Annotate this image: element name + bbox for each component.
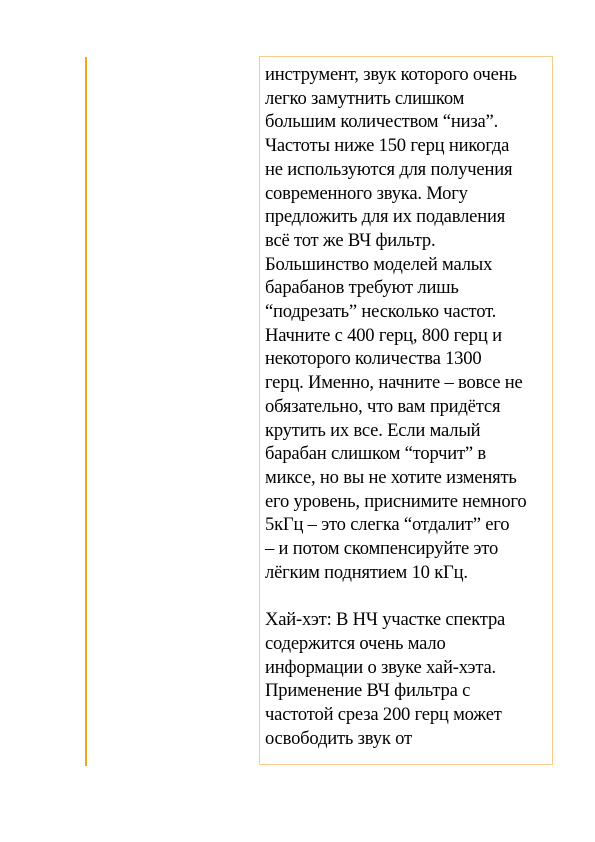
text-frame — [259, 56, 553, 765]
paragraph-hihat: Хай-хэт: В НЧ участке спектра содержится очень мало информации о звуке хай-хэта. Применение ВЧ фильтра с частотой среза 200 герц может освободить звук от — [265, 609, 506, 749]
paragraph-snare: инструмент, звук которого очень легко замутнить слишком большим количеством “низа”. Частоты ниже 150 герц никогда не используются для получения современного звука. Могу предложить для их подавления всё тот же ВЧ фильтр. Большинство моделей малых барабанов требуют лишь “подрезать” несколько частот. Начните с 400 герц, 800 герц и некоторого количества 1300 герц. Именно, начните – вовсе не обязательно, что вам придётся крутить их все. Если малый барабан слишком “торчит” в миксе, но вы не хотите изменять его уровень, приснимите немного 5кГц – это слегка “отдалит” его – и потом скомпенсируйте это лёгким поднятием 10 кГц. — [265, 64, 527, 583]
margin-rule — [85, 57, 87, 766]
